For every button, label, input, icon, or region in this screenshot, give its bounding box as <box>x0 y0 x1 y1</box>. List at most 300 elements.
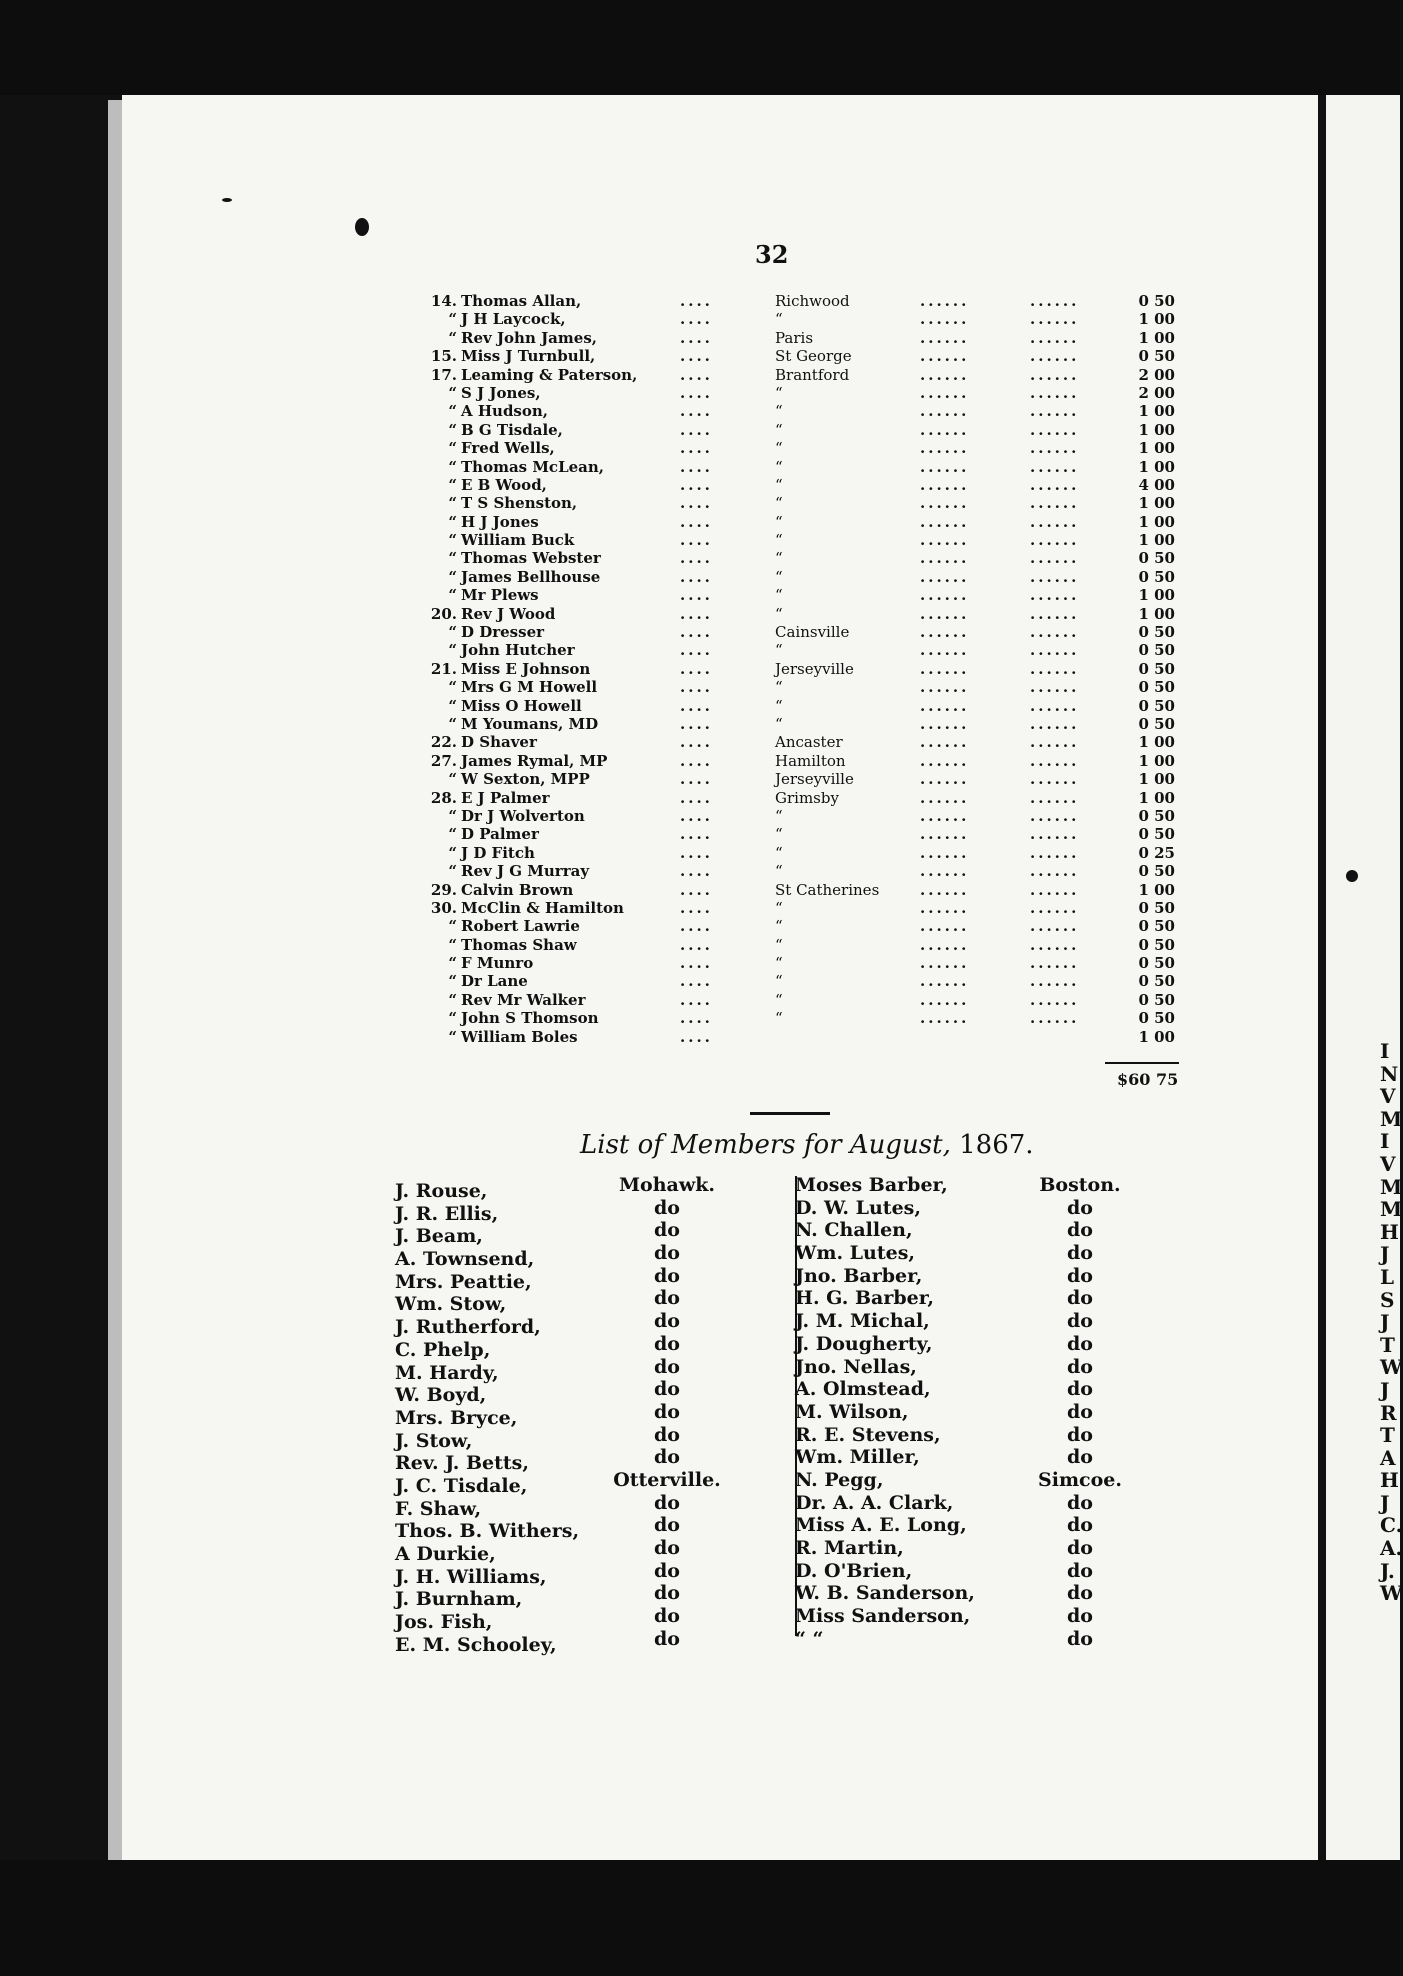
member-row <box>395 1400 1155 1429</box>
member-name: W. B. Sanderson, <box>795 1582 975 1605</box>
edge-letter: I <box>1380 1039 1390 1063</box>
ledger-name: Rev Mr Walker <box>461 990 586 1009</box>
member-name: N. Pegg, <box>795 1468 884 1491</box>
member-place: do <box>654 1242 680 1265</box>
ledger-place: “ <box>775 696 783 715</box>
member-row <box>395 1559 1155 1588</box>
member-name: J. Stow, <box>395 1429 473 1452</box>
ledger-row <box>415 881 1185 899</box>
ledger-leader: .... <box>680 365 713 384</box>
member-name: J. C. Tisdale, <box>395 1474 528 1497</box>
ledger-name: Dr J Wolverton <box>461 806 585 825</box>
ledger-amount: 1 00 <box>1138 604 1175 623</box>
ledger-leader: ...... <box>920 917 970 936</box>
member-name: Wm. Lutes, <box>795 1242 916 1265</box>
ledger-date: “ <box>448 1027 457 1046</box>
edge-letter: W <box>1380 1355 1403 1380</box>
ledger-leader: .... <box>680 678 713 697</box>
member-row <box>395 1627 1155 1656</box>
ledger-leader: ...... <box>1030 788 1080 807</box>
members-list <box>395 1174 1155 1656</box>
ledger-amount: 1 00 <box>1138 531 1175 550</box>
ledger-leader: ...... <box>920 402 970 421</box>
ledger-date: “ <box>448 641 457 660</box>
edge-letter: M <box>1380 1197 1403 1222</box>
member-place: do <box>1067 1264 1093 1287</box>
ledger-amount: 1 00 <box>1138 512 1175 531</box>
member-row <box>395 1174 1155 1202</box>
ledger-row <box>415 568 1185 586</box>
ledger-place: “ <box>775 512 783 531</box>
ledger-date: “ <box>448 770 457 789</box>
ledger-leader: .... <box>680 383 713 402</box>
ledger-amount: 0 50 <box>1138 623 1175 642</box>
member-place: do <box>654 1400 680 1423</box>
page-number: 32 <box>755 240 789 269</box>
ledger-place: St George <box>775 347 852 366</box>
ledger-leader: ...... <box>920 714 970 733</box>
subscription-ledger <box>415 292 1185 1046</box>
member-name: J. Rutherford, <box>395 1316 541 1339</box>
ledger-date: “ <box>448 549 457 568</box>
ledger-leader: .... <box>680 935 713 954</box>
member-name: R. Martin, <box>795 1537 904 1559</box>
member-name: Miss Sanderson, <box>795 1605 971 1628</box>
ledger-leader: ...... <box>1030 972 1080 991</box>
member-place: do <box>1067 1355 1093 1378</box>
ledger-amount: 0 50 <box>1138 806 1175 825</box>
member-place: do <box>654 1514 680 1537</box>
ledger-leader: .... <box>680 788 713 807</box>
ledger-leader: ...... <box>1030 402 1080 421</box>
ledger-name: E B Wood, <box>461 475 547 494</box>
ledger-place: “ <box>775 641 783 660</box>
member-place: do <box>654 1196 680 1219</box>
ledger-leader: .... <box>680 843 713 862</box>
ledger-leader: ...... <box>920 733 970 752</box>
ledger-date: “ <box>448 328 457 347</box>
ledger-leader: .... <box>680 328 713 347</box>
member-row <box>395 1582 1155 1611</box>
ledger-leader: ...... <box>1030 383 1080 402</box>
ledger-place: Jerseyville <box>775 659 854 678</box>
ledger-amount: 0 50 <box>1138 954 1175 973</box>
ledger-row <box>415 421 1185 439</box>
ledger-total: $60 75 <box>1117 1070 1179 1089</box>
ledger-leader: ...... <box>1030 549 1080 568</box>
ledger-date: “ <box>448 494 457 513</box>
ledger-row <box>415 458 1185 476</box>
ledger-leader: ...... <box>1030 586 1080 605</box>
ledger-amount: 0 50 <box>1138 990 1175 1009</box>
ledger-name: J H Laycock, <box>461 310 566 329</box>
member-place: do <box>1067 1242 1093 1265</box>
member-name: Jno. Barber, <box>795 1264 923 1287</box>
member-name: H. G. Barber, <box>795 1287 934 1310</box>
ledger-place: Grimsby <box>775 788 839 807</box>
ledger-date: “ <box>448 623 457 642</box>
ledger-leader: ...... <box>920 641 970 660</box>
ledger-amount: 0 50 <box>1138 567 1175 586</box>
ledger-name: D Dresser <box>461 623 545 642</box>
member-place: do <box>1067 1582 1093 1605</box>
ledger-amount: 1 00 <box>1138 770 1175 789</box>
member-place: do <box>1067 1332 1093 1355</box>
ledger-amount: 0 50 <box>1138 641 1175 660</box>
ledger-row <box>415 899 1185 917</box>
member-row <box>395 1196 1155 1225</box>
ledger-amount: 1 00 <box>1138 457 1175 476</box>
member-name: J. H. Williams, <box>395 1565 547 1588</box>
member-name: E. M. Schooley, <box>395 1633 557 1656</box>
ledger-name: D Palmer <box>461 825 539 844</box>
edge-letter: M <box>1380 1106 1403 1131</box>
member-row <box>395 1423 1155 1452</box>
ledger-leader: ...... <box>1030 898 1080 917</box>
ledger-amount: 0 50 <box>1138 898 1175 917</box>
ledger-leader: ...... <box>1030 1009 1080 1028</box>
ledger-row <box>415 936 1185 954</box>
member-name: Dr. A. A. Clark, <box>795 1491 954 1514</box>
ledger-row <box>415 972 1185 990</box>
ledger-date: 20. <box>430 604 457 623</box>
ledger-place: Richwood <box>775 292 850 310</box>
ledger-name: Thomas Allan, <box>461 292 582 310</box>
ledger-amount: 0 50 <box>1138 696 1175 715</box>
member-row <box>395 1242 1155 1271</box>
ledger-place: “ <box>775 439 783 458</box>
ledger-leader: ...... <box>1030 696 1080 715</box>
ledger-leader: ...... <box>1030 475 1080 494</box>
ledger-leader: ...... <box>920 531 970 550</box>
ledger-leader: ...... <box>1030 328 1080 347</box>
scan-border-bottom <box>0 1860 1400 1976</box>
member-place: do <box>1067 1446 1093 1469</box>
member-place: do <box>654 1355 680 1378</box>
member-place: Simcoe. <box>1038 1468 1122 1491</box>
ledger-row <box>415 623 1185 641</box>
ledger-row <box>415 862 1185 880</box>
ledger-name: John S Thomson <box>461 1009 599 1028</box>
ledger-date: “ <box>448 402 457 421</box>
ledger-amount: 1 00 <box>1138 439 1175 458</box>
ink-speck <box>222 198 232 202</box>
edge-letter: V <box>1380 1151 1396 1176</box>
ledger-leader: .... <box>680 806 713 825</box>
member-place: do <box>654 1219 680 1242</box>
edge-letter: T <box>1380 1423 1395 1448</box>
ledger-amount: 0 50 <box>1138 935 1175 954</box>
ledger-place: Jerseyville <box>775 770 854 789</box>
ledger-row <box>415 384 1185 402</box>
ledger-leader: ...... <box>920 292 970 310</box>
ledger-leader: ...... <box>1030 494 1080 513</box>
edge-letter: H <box>1380 1468 1399 1493</box>
ledger-place: “ <box>775 310 783 329</box>
ledger-row <box>415 844 1185 862</box>
edge-letter: J <box>1380 1310 1390 1335</box>
ledger-date: 22. <box>430 733 457 752</box>
edge-letter: M <box>1380 1174 1403 1199</box>
ledger-leader: ...... <box>1030 604 1080 623</box>
ledger-place: “ <box>775 806 783 825</box>
edge-letter: J <box>1380 1490 1390 1515</box>
scan-border-top <box>0 0 1400 95</box>
ledger-leader: .... <box>680 623 713 642</box>
ledger-date: 14. <box>430 292 457 310</box>
ledger-date: “ <box>448 935 457 954</box>
ledger-leader: .... <box>680 696 713 715</box>
ledger-leader: ...... <box>920 586 970 605</box>
member-name: C. Phelp, <box>395 1338 491 1361</box>
member-place: do <box>1067 1559 1093 1582</box>
ledger-date: “ <box>448 954 457 973</box>
ledger-date: “ <box>448 843 457 862</box>
ledger-leader: .... <box>680 770 713 789</box>
ledger-leader: .... <box>680 972 713 991</box>
member-name: W. Boyd, <box>395 1384 487 1407</box>
member-name: J. Dougherty, <box>795 1332 933 1355</box>
ledger-name: Mrs G M Howell <box>461 678 598 697</box>
ledger-amount: 1 00 <box>1138 328 1175 347</box>
ledger-amount: 0 50 <box>1138 292 1175 310</box>
member-name: A. Olmstead, <box>795 1378 931 1401</box>
ledger-leader: ...... <box>1030 843 1080 862</box>
ledger-leader: ...... <box>1030 751 1080 770</box>
member-name: J. M. Michal, <box>795 1310 930 1333</box>
ledger-amount: 1 00 <box>1138 751 1175 770</box>
ledger-amount: 1 00 <box>1138 586 1175 605</box>
member-name: J. R. Ellis, <box>395 1202 499 1225</box>
ledger-date: “ <box>448 990 457 1009</box>
ledger-name: B G Tisdale, <box>461 420 563 439</box>
ledger-row <box>415 549 1185 567</box>
ledger-date: “ <box>448 457 457 476</box>
ledger-leader: ...... <box>920 310 970 329</box>
ledger-leader: ...... <box>920 880 970 899</box>
ledger-date: “ <box>448 439 457 458</box>
ledger-row <box>415 366 1185 384</box>
ledger-date: “ <box>448 531 457 550</box>
member-row <box>395 1514 1155 1543</box>
edge-letter: J. <box>1380 1558 1395 1583</box>
ledger-row <box>415 807 1185 825</box>
ledger-leader: ...... <box>1030 806 1080 825</box>
member-name: D. W. Lutes, <box>795 1196 921 1219</box>
member-place: do <box>1067 1605 1093 1628</box>
ledger-leader: ...... <box>920 843 970 862</box>
member-place: do <box>654 1627 680 1650</box>
ledger-row <box>415 439 1185 457</box>
member-place: Boston. <box>1039 1174 1121 1196</box>
member-name: Miss A. E. Long, <box>795 1514 967 1537</box>
ledger-leader: .... <box>680 898 713 917</box>
ledger-leader: ...... <box>920 439 970 458</box>
member-place: do <box>1067 1378 1093 1401</box>
ledger-amount: 2 00 <box>1138 383 1175 402</box>
ledger-leader: ...... <box>1030 420 1080 439</box>
ledger-leader: ...... <box>1030 641 1080 660</box>
ledger-leader: ...... <box>920 457 970 476</box>
ledger-place: “ <box>775 457 783 476</box>
ledger-date: “ <box>448 1009 457 1028</box>
ledger-leader: .... <box>680 512 713 531</box>
ledger-row <box>415 605 1185 623</box>
ledger-leader: .... <box>680 586 713 605</box>
total-rule <box>1105 1062 1179 1064</box>
ledger-place: “ <box>775 898 783 917</box>
ledger-place: “ <box>775 494 783 513</box>
ledger-date: 30. <box>430 898 457 917</box>
ledger-leader: .... <box>680 733 713 752</box>
ledger-name: S J Jones, <box>461 383 541 402</box>
member-place: do <box>654 1378 680 1401</box>
ledger-row <box>415 733 1185 751</box>
ledger-leader: .... <box>680 990 713 1009</box>
ledger-name: E J Palmer <box>461 788 550 807</box>
ledger-place: “ <box>775 383 783 402</box>
ledger-leader: ...... <box>920 972 970 991</box>
ledger-name: A Hudson, <box>461 402 549 421</box>
ledger-date: “ <box>448 310 457 329</box>
ledger-row <box>415 660 1185 678</box>
ledger-place: “ <box>775 972 783 991</box>
ledger-name: John Hutcher <box>461 641 575 660</box>
ledger-leader: ...... <box>920 494 970 513</box>
ledger-leader: ...... <box>920 751 970 770</box>
edge-letter: J <box>1380 1377 1390 1402</box>
ledger-leader: ...... <box>1030 292 1080 310</box>
members-heading-text: List of Members for August, <box>580 1130 951 1160</box>
ledger-name: Rev J Wood <box>461 604 556 623</box>
edge-letter: A <box>1380 1445 1396 1470</box>
ledger-amount: 0 50 <box>1138 825 1175 844</box>
ledger-row <box>415 292 1185 310</box>
ledger-leader: ...... <box>1030 439 1080 458</box>
ledger-leader: ...... <box>920 770 970 789</box>
ledger-amount: 1 00 <box>1138 420 1175 439</box>
member-name: R. E. Stevens, <box>795 1423 941 1446</box>
ledger-place: “ <box>775 954 783 973</box>
ledger-date: “ <box>448 512 457 531</box>
member-name: “ “ <box>795 1627 824 1650</box>
ledger-name: Thomas Webster <box>461 549 601 568</box>
ledger-amount: 0 50 <box>1138 714 1175 733</box>
ledger-name: D Shaver <box>461 733 537 752</box>
ledger-row <box>415 917 1185 935</box>
ledger-place: “ <box>775 678 783 697</box>
ledger-leader: ...... <box>1030 531 1080 550</box>
ledger-date: 21. <box>430 659 457 678</box>
ledger-amount: 1 00 <box>1138 494 1175 513</box>
ledger-place: “ <box>775 420 783 439</box>
member-name: J. Burnham, <box>395 1588 523 1611</box>
member-place: do <box>1067 1491 1093 1514</box>
ink-speck <box>1346 870 1358 882</box>
member-row <box>395 1491 1155 1520</box>
ledger-row <box>415 991 1185 1009</box>
ledger-leader: ...... <box>1030 310 1080 329</box>
member-name: D. O'Brien, <box>795 1559 913 1582</box>
ledger-place: “ <box>775 935 783 954</box>
ledger-row <box>415 954 1185 972</box>
ledger-leader: .... <box>680 531 713 550</box>
ledger-leader: ...... <box>1030 714 1080 733</box>
ledger-row <box>415 586 1185 604</box>
ledger-amount: 0 25 <box>1138 843 1175 862</box>
ledger-date: “ <box>448 383 457 402</box>
ink-speck <box>355 218 369 236</box>
member-name: Rev. J. Betts, <box>395 1452 529 1475</box>
ledger-amount: 1 00 <box>1138 1027 1175 1046</box>
ledger-name: Leaming & Paterson, <box>461 365 638 384</box>
member-name: Jos. Fish, <box>395 1611 493 1634</box>
ledger-leader: ...... <box>1030 935 1080 954</box>
edge-letter: R <box>1380 1400 1397 1425</box>
ledger-place: Hamilton <box>775 751 846 770</box>
ledger-date: 28. <box>430 788 457 807</box>
member-name: Wm. Stow, <box>395 1293 507 1316</box>
section-divider <box>750 1112 830 1115</box>
ledger-amount: 4 00 <box>1138 475 1175 494</box>
ledger-leader: ...... <box>1030 512 1080 531</box>
ledger-place: “ <box>775 586 783 605</box>
ledger-date: “ <box>448 917 457 936</box>
member-place: do <box>1067 1287 1093 1310</box>
ledger-date: “ <box>448 678 457 697</box>
ledger-name: Rev John James, <box>461 328 597 347</box>
ledger-place: “ <box>775 531 783 550</box>
ledger-leader: ...... <box>1030 567 1080 586</box>
members-heading <box>580 1130 1034 1160</box>
members-heading-year: 1867. <box>959 1130 1034 1160</box>
member-row <box>395 1287 1155 1316</box>
ledger-name: Calvin Brown <box>461 880 574 899</box>
ledger-date: “ <box>448 862 457 881</box>
member-name: J. Rouse, <box>395 1180 488 1202</box>
ledger-leader: .... <box>680 310 713 329</box>
edge-letter: W <box>1380 1581 1403 1606</box>
ledger-name: H J Jones <box>461 512 539 531</box>
ledger-leader: .... <box>680 567 713 586</box>
ledger-name: M Youmans, MD <box>461 714 599 733</box>
ledger-amount: 1 00 <box>1138 880 1175 899</box>
ledger-name: McClin & Hamilton <box>461 898 624 917</box>
ledger-date: “ <box>448 696 457 715</box>
ledger-leader: ...... <box>1030 825 1080 844</box>
edge-letter: C. <box>1380 1513 1403 1538</box>
ledger-leader: .... <box>680 825 713 844</box>
ledger-leader: ...... <box>1030 347 1080 366</box>
edge-letter: T <box>1380 1332 1395 1357</box>
ledger-date: “ <box>448 825 457 844</box>
ledger-amount: 1 00 <box>1138 788 1175 807</box>
member-place: do <box>654 1310 680 1333</box>
member-place: do <box>1067 1627 1093 1650</box>
ledger-amount: 1 00 <box>1138 310 1175 329</box>
ledger-leader: ...... <box>1030 990 1080 1009</box>
ledger-row <box>415 531 1185 549</box>
ledger-leader: ...... <box>920 383 970 402</box>
ledger-row <box>415 494 1185 512</box>
edge-letter: J <box>1380 1242 1390 1267</box>
ledger-leader: ...... <box>1030 733 1080 752</box>
ledger-place: “ <box>775 825 783 844</box>
ledger-date: 27. <box>430 751 457 770</box>
member-row <box>395 1537 1155 1565</box>
ledger-leader: .... <box>680 862 713 881</box>
ledger-name: Thomas McLean, <box>461 457 605 476</box>
